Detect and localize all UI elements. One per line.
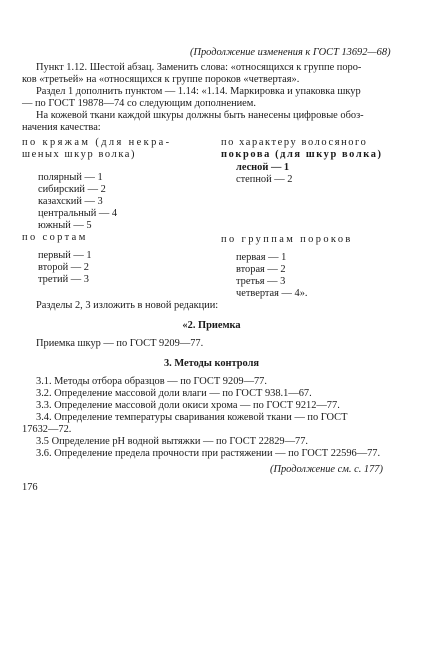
sort-heading: по сортам xyxy=(22,232,88,243)
hair-heading-1: по характеру волосяного xyxy=(221,137,368,148)
page-number: 176 xyxy=(22,482,38,493)
kryazh-item: казахский — 3 xyxy=(38,196,103,207)
intro-line-6: начения качества: xyxy=(22,122,101,133)
intro-line-1: Пункт 1.12. Шестой абзац. Заменить слова: «относящихся к группе поро- xyxy=(36,62,362,73)
section-3-item: 17632—72. xyxy=(22,424,72,435)
sort-item: второй — 2 xyxy=(38,262,89,273)
defects-heading: по группам пороков xyxy=(221,234,353,245)
sections-note: Разделы 2, 3 изложить в новой редакции: xyxy=(36,300,219,311)
kryazh-item: сибирский — 2 xyxy=(38,184,106,195)
defects-item: третья — 3 xyxy=(236,276,286,287)
section-3-item: 3.3. Определение массовой доли окиси хрома — по ГОСТ 9212—77. xyxy=(36,400,340,411)
sort-item: третий — 3 xyxy=(38,274,89,285)
kryazh-item: центральный — 4 xyxy=(38,208,118,219)
footer-continuation: (Продолжение см. с. 177) xyxy=(270,464,383,475)
hair-heading-2: покрова (для шкур волка) xyxy=(221,149,383,160)
kryazh-item: полярный — 1 xyxy=(38,172,103,183)
header-continuation: (Продолжение изменения к ГОСТ 13692—68) xyxy=(190,47,391,58)
section-3-item: 3.1. Методы отбора образцов — по ГОСТ 9209—77. xyxy=(36,376,267,387)
kryazh-heading-2: шеных шкур волка) xyxy=(22,149,137,160)
defects-item: вторая — 2 xyxy=(236,264,286,275)
hair-item: лесной — 1 xyxy=(236,162,290,173)
kryazh-heading-1: по кряжам (для некра- xyxy=(22,137,172,148)
section-3-item: 3.2. Определение массовой доли влаги — по ГОСТ 938.1—67. xyxy=(36,388,312,399)
hair-item: степной — 2 xyxy=(236,174,293,185)
intro-line-4: — по ГОСТ 19878—74 со следующим дополнением. xyxy=(22,98,256,109)
intro-line-5: На кожевой ткани каждой шкуры должны быть нанесены цифровые обоз- xyxy=(36,110,364,121)
defects-item: первая — 1 xyxy=(236,252,287,263)
kryazh-item: южный — 5 xyxy=(38,220,92,231)
intro-line-3: Раздел 1 дополнить пунктом — 1.14: «1.14. Маркировка и упаковка шкур xyxy=(36,86,361,97)
section-3-title: 3. Методы контроля xyxy=(163,358,260,369)
sort-item: первый — 1 xyxy=(38,250,92,261)
section-3-item: 3.6. Определение предела прочности при растяжении — по ГОСТ 22596—77. xyxy=(36,448,381,459)
section-2-title: «2. Приемка xyxy=(182,320,241,331)
section-3-item: 3.4. Определение температуры сваривания кожевой ткани — по ГОСТ xyxy=(36,412,348,423)
section-2-text: Приемка шкур — по ГОСТ 9209—77. xyxy=(36,338,204,349)
defects-item: четвертая — 4». xyxy=(236,288,308,299)
section-3-item: 3.5 Определение pH водной вытяжки — по ГОСТ 22829—77. xyxy=(36,436,308,447)
intro-line-2: ков «третьей» на «относящихся к группе пороков «четвертая». xyxy=(22,74,300,85)
